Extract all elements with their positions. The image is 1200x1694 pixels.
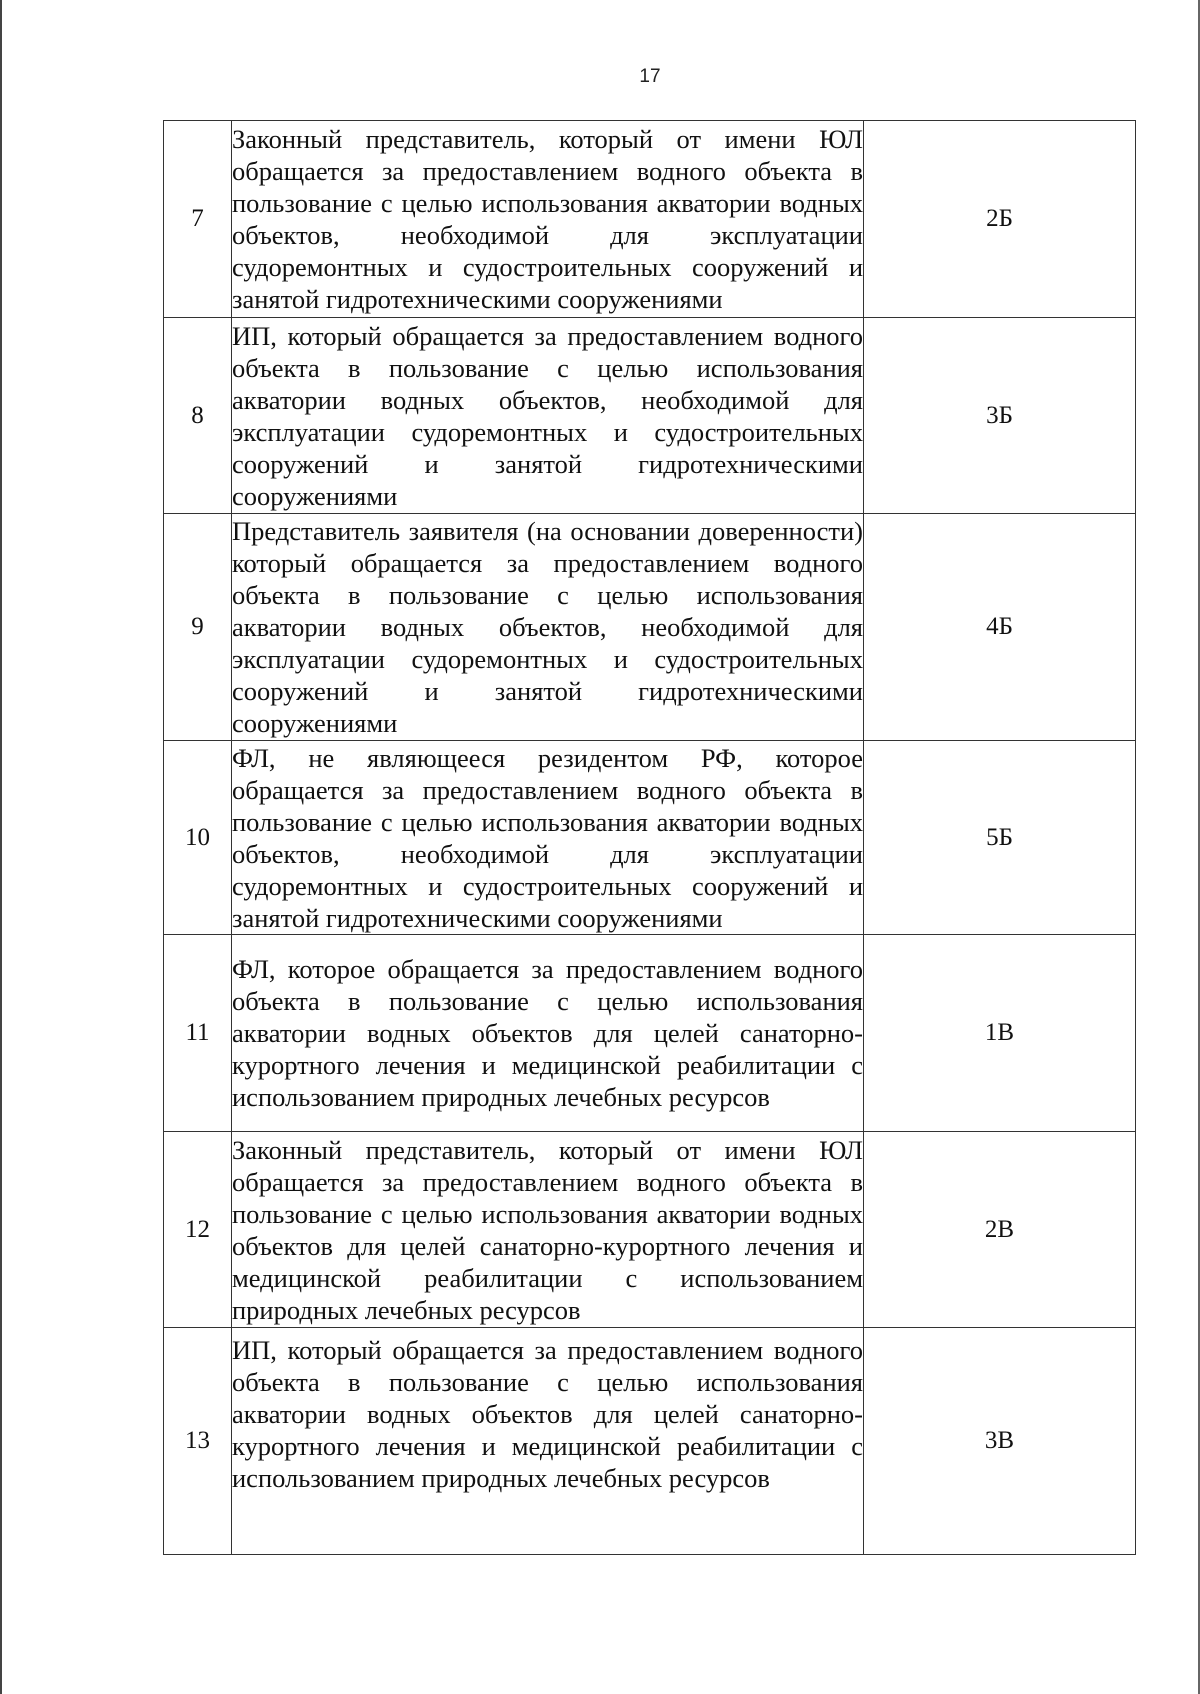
table-row [164, 935, 1136, 1132]
row-number: 10 [164, 741, 232, 935]
table-row [164, 514, 1136, 741]
row-number: 11 [164, 935, 232, 1132]
row-description: Представитель заявителя (на основании доверенности) который обращается за предоставлением водного объекта в пользование с целью использования акватории водных объектов, необходимой для эксплуатации судоремонтных и судостроительных сооружений и занятой гидротехническими сооружениями [232, 514, 864, 741]
row-number: 12 [164, 1132, 232, 1328]
row-description: ИП, который обращается за предоставлением водного объекта в пользование с целью использования акватории водных объектов, необходимой для эксплуатации судоремонтных и судостроительных сооружений и занятой гидротехническими сооружениями [232, 318, 864, 514]
row-code: 1В [864, 935, 1136, 1132]
row-description: ИП, который обращается за предоставлением водного объекта в пользование с целью использования акватории водных объектов для целей санаторно-курортного лечения и медицинской реабилитации с использованием природных лечебных ресурсов [232, 1328, 864, 1555]
row-description: ФЛ, не являющееся резидентом РФ, которое обращается за предоставлением водного объекта в пользование с целью использования акватории водных объектов, необходимой для эксплуатации судоремонтных и судостроительных сооружений и занятой гидротехническими сооружениями [232, 742, 863, 933]
row-code: 2В [864, 1132, 1136, 1328]
document-table [163, 120, 1136, 1555]
row-code: 4Б [864, 514, 1136, 741]
scan-edge-left [0, 0, 2, 1694]
row-code: 3В [864, 1328, 1136, 1555]
table-row [164, 318, 1136, 514]
row-number: 8 [164, 318, 232, 514]
row-description: ФЛ, которое обращается за предоставлением водного объекта в пользование с целью использования акватории водных объектов для целей санаторно-курортного лечения и медицинской реабилитации с использованием природных лечебных ресурсов [232, 935, 864, 1132]
row-description: Законный представитель, который от имени ЮЛ обращается за предоставлением водного объекта в пользование с целью использования акватории водных объектов для целей санаторно-курортного лечения и медицинской реабилитации с использованием природных лечебных ресурсов [232, 1132, 864, 1328]
table-row [164, 121, 1136, 318]
table-row [164, 1132, 1136, 1328]
table-row [164, 1328, 1136, 1555]
row-code: 5Б [864, 741, 1136, 935]
row-description: Законный представитель, который от имени ЮЛ обращается за предоставлением водного объекта в пользование с целью использования акватории водных объектов, необходимой для эксплуатации судоремонтных и судостроительных сооружений и занятой гидротехническими сооружениями [232, 121, 864, 318]
row-code: 3Б [864, 318, 1136, 514]
row-code: 2Б [864, 121, 1136, 318]
table-row [164, 741, 1136, 935]
row-number: 9 [164, 514, 232, 741]
page-number: 17 [639, 66, 661, 87]
row-number: 13 [164, 1328, 232, 1555]
row-number: 7 [164, 121, 232, 318]
